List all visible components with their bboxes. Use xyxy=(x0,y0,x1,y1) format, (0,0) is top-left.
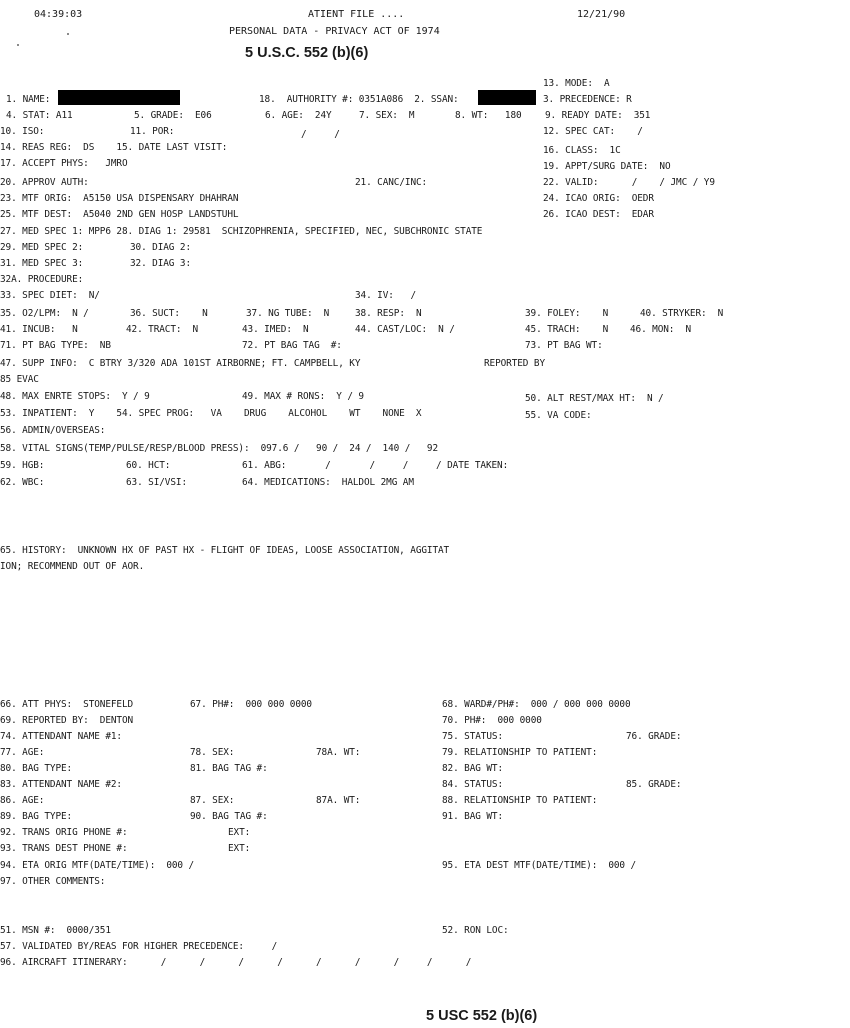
form-field-text: 4. STAT: A11 xyxy=(6,110,73,121)
form-field-text: 62. WBC: xyxy=(0,477,45,488)
form-field-text: 34. IV: / xyxy=(355,290,416,301)
form-field-text: 1. NAME: xyxy=(6,94,51,105)
form-field-text: 75. STATUS: xyxy=(442,731,503,742)
form-field-text: 35. O2/LPM: N / xyxy=(0,308,89,319)
form-field-text: 7. SEX: M xyxy=(359,110,415,121)
form-field-text: 87. SEX: xyxy=(190,795,235,806)
scan-speck xyxy=(17,44,19,46)
form-field-text: 22. VALID: / / JMC / Y9 xyxy=(543,177,715,188)
form-field-text: 45. TRACH: N xyxy=(525,324,609,335)
form-field-text: 83. ATTENDANT NAME #2: xyxy=(0,779,122,790)
form-field-text: 82. BAG WT: xyxy=(442,763,503,774)
form-field-text: 56. ADMIN/OVERSEAS: xyxy=(0,425,106,436)
form-field-text: 91. BAG WT: xyxy=(442,811,503,822)
form-field-text: 38. RESP: N xyxy=(355,308,422,319)
form-field-text: 92. TRANS ORIG PHONE #: xyxy=(0,827,128,838)
form-field-text: 26. ICAO DEST: EDAR xyxy=(543,209,654,220)
form-field-text: 93. TRANS DEST PHONE #: xyxy=(0,843,128,854)
form-field-text: 39. FOLEY: N xyxy=(525,308,609,319)
form-field-text: 79. RELATIONSHIP TO PATIENT: xyxy=(442,747,598,758)
form-field-text: 25. MTF DEST: A5040 2ND GEN HOSP LANDSTUHL xyxy=(0,209,239,220)
form-field-text: 85 EVAC xyxy=(0,374,39,385)
form-field-text: 76. GRADE: xyxy=(626,731,682,742)
scan-speck xyxy=(67,33,69,35)
privacy-subtitle: PERSONAL DATA - PRIVACY ACT OF 1974 xyxy=(229,26,440,37)
form-field-text: 70. PH#: 000 0000 xyxy=(442,715,542,726)
form-field-text: 23. MTF ORIG: A5150 USA DISPENSARY DHAHRAN xyxy=(0,193,239,204)
form-field-text: 61. ABG: / / / / DATE TAKEN: xyxy=(242,460,509,471)
form-field-text: 19. APPT/SURG DATE: NO xyxy=(543,161,671,172)
form-field-text: 48. MAX ENRTE STOPS: Y / 9 xyxy=(0,391,150,402)
form-field-text: 84. STATUS: xyxy=(442,779,503,790)
form-field-text: 88. RELATIONSHIP TO PATIENT: xyxy=(442,795,598,806)
form-field-text: 96. AIRCRAFT ITINERARY: / / / / / / / / / xyxy=(0,957,472,968)
form-field-text: REPORTED BY xyxy=(484,358,545,369)
form-field-text: 95. ETA DEST MTF(DATE/TIME): 000 / xyxy=(442,860,637,871)
form-field-text: 16. CLASS: 1C xyxy=(543,145,621,156)
form-field-text: 20. APPROV AUTH: xyxy=(0,177,89,188)
form-field-text: 50. ALT REST/MAX HT: N / xyxy=(525,393,664,404)
redaction-ssan xyxy=(478,90,536,105)
form-field-text: 67. PH#: 000 000 0000 xyxy=(190,699,312,710)
form-field-text: 27. MED SPEC 1: MPP6 28. DIAG 1: 29581 SCHIZOPHRENIA, SPECIFIED, NEC, SUBCHRONIC STATE xyxy=(0,226,483,237)
form-field-text: 68. WARD#/PH#: 000 / 000 000 0000 xyxy=(442,699,631,710)
form-field-text: 9. READY DATE: 351 xyxy=(545,110,651,121)
form-field-text: 6. AGE: 24Y xyxy=(265,110,332,121)
form-field-text: 13. MODE: A xyxy=(543,78,610,89)
form-field-text: 10. ISO: xyxy=(0,126,45,137)
form-field-text: 3. PRECEDENCE: R xyxy=(543,94,632,105)
form-field-text: 63. SI/VSI: xyxy=(126,477,187,488)
form-field-text: 29. MED SPEC 2: xyxy=(0,242,84,253)
form-field-text: 53. INPATIENT: Y 54. SPEC PROG: VA DRUG ALCOHOL WT NONE X xyxy=(0,408,422,419)
print-time: 04:39:03 xyxy=(34,9,83,20)
form-field-text: 32. DIAG 3: xyxy=(130,258,191,269)
form-field-text: 69. REPORTED BY: DENTON xyxy=(0,715,134,726)
form-field-text: 66. ATT PHYS: STONEFELD xyxy=(0,699,134,710)
form-field-text: 78. SEX: xyxy=(190,747,235,758)
form-field-text: 47. SUPP INFO: C BTRY 3/320 ADA 101ST AIRBORNE; FT. CAMPBELL, KY xyxy=(0,358,361,369)
form-field-text: 33. SPEC DIET: N/ xyxy=(0,290,100,301)
form-field-text: 81. BAG TAG #: xyxy=(190,763,268,774)
form-field-text: 72. PT BAG TAG #: xyxy=(242,340,342,351)
form-field-text: 87A. WT: xyxy=(316,795,361,806)
form-field-text: 94. ETA ORIG MTF(DATE/TIME): 000 / xyxy=(0,860,195,871)
form-field-text: 37. NG TUBE: N xyxy=(246,308,330,319)
form-field-text: 90. BAG TAG #: xyxy=(190,811,268,822)
form-field-text: 85. GRADE: xyxy=(626,779,682,790)
form-field-text: / / xyxy=(301,129,340,140)
form-field-text: 73. PT BAG WT: xyxy=(525,340,603,351)
form-field-text: 12. SPEC CAT: / xyxy=(543,126,643,137)
form-field-text: 42. TRACT: N xyxy=(126,324,199,335)
form-field-text: 18. AUTHORITY #: 0351A086 2. SSAN: xyxy=(259,94,459,105)
form-field-text: 46. MON: N xyxy=(630,324,691,335)
exemption-stamp-top: 5 U.S.C. 552 (b)(6) xyxy=(245,45,369,61)
form-field-text: 97. OTHER COMMENTS: xyxy=(0,876,106,887)
exemption-stamp-bottom: 5 USC 552 (b)(6) xyxy=(426,1008,538,1024)
form-field-text: 5. GRADE: E06 xyxy=(134,110,212,121)
form-field-text: 31. MED SPEC 3: xyxy=(0,258,84,269)
form-field-text: 36. SUCT: N xyxy=(130,308,208,319)
form-field-text: EXT: xyxy=(228,827,251,838)
form-field-text: 52. RON LOC: xyxy=(442,925,509,936)
form-field-text: 59. HGB: xyxy=(0,460,45,471)
form-field-text: 57. VALIDATED BY/REAS FOR HIGHER PRECEDENCE: / xyxy=(0,941,278,952)
form-field-text: 11. POR: xyxy=(130,126,175,137)
form-field-text: 77. AGE: xyxy=(0,747,45,758)
form-field-text: 51. MSN #: 0000/351 xyxy=(0,925,111,936)
form-field-text: 74. ATTENDANT NAME #1: xyxy=(0,731,122,742)
form-field-text: 30. DIAG 2: xyxy=(130,242,191,253)
form-field-text: 43. IMED: N xyxy=(242,324,309,335)
form-field-text: 44. CAST/LOC: N / xyxy=(355,324,455,335)
form-field-text: 55. VA CODE: xyxy=(525,410,592,421)
print-date: 12/21/90 xyxy=(577,9,626,20)
form-field-text: 24. ICAO ORIG: OEDR xyxy=(543,193,654,204)
form-field-text: 49. MAX # RONS: Y / 9 xyxy=(242,391,364,402)
document-title: ATIENT FILE .... xyxy=(308,9,405,20)
form-field-text: 71. PT BAG TYPE: NB xyxy=(0,340,111,351)
form-field-text: 86. AGE: xyxy=(0,795,45,806)
form-field-text: 14. REAS REG: DS 15. DATE LAST VISIT: xyxy=(0,142,228,153)
form-field-text: 78A. WT: xyxy=(316,747,361,758)
form-field-text: 21. CANC/INC: xyxy=(355,177,428,188)
form-field-text: 8. WT: 180 xyxy=(455,110,522,121)
form-field-text: EXT: xyxy=(228,843,251,854)
form-field-text: 80. BAG TYPE: xyxy=(0,763,73,774)
form-field-text: 40. STRYKER: N xyxy=(640,308,724,319)
form-field-text: 65. HISTORY: UNKNOWN HX OF PAST HX - FLIGHT OF IDEAS, LOOSE ASSOCIATION, AGGITAT xyxy=(0,545,450,556)
form-field-text: 41. INCUB: N xyxy=(0,324,78,335)
form-field-text: 60. HCT: xyxy=(126,460,171,471)
form-field-text: ION; RECOMMEND OUT OF AOR. xyxy=(0,561,145,572)
form-field-text: 64. MEDICATIONS: HALDOL 2MG AM xyxy=(242,477,414,488)
form-field-text: 17. ACCEPT PHYS: JMRO xyxy=(0,158,128,169)
form-field-text: 89. BAG TYPE: xyxy=(0,811,73,822)
form-field-text: 32A. PROCEDURE: xyxy=(0,274,84,285)
form-field-text: 58. VITAL SIGNS(TEMP/PULSE/RESP/BLOOD PRESS): 097.6 / 90 / 24 / 140 / 92 xyxy=(0,443,438,454)
redaction-name xyxy=(58,90,180,105)
